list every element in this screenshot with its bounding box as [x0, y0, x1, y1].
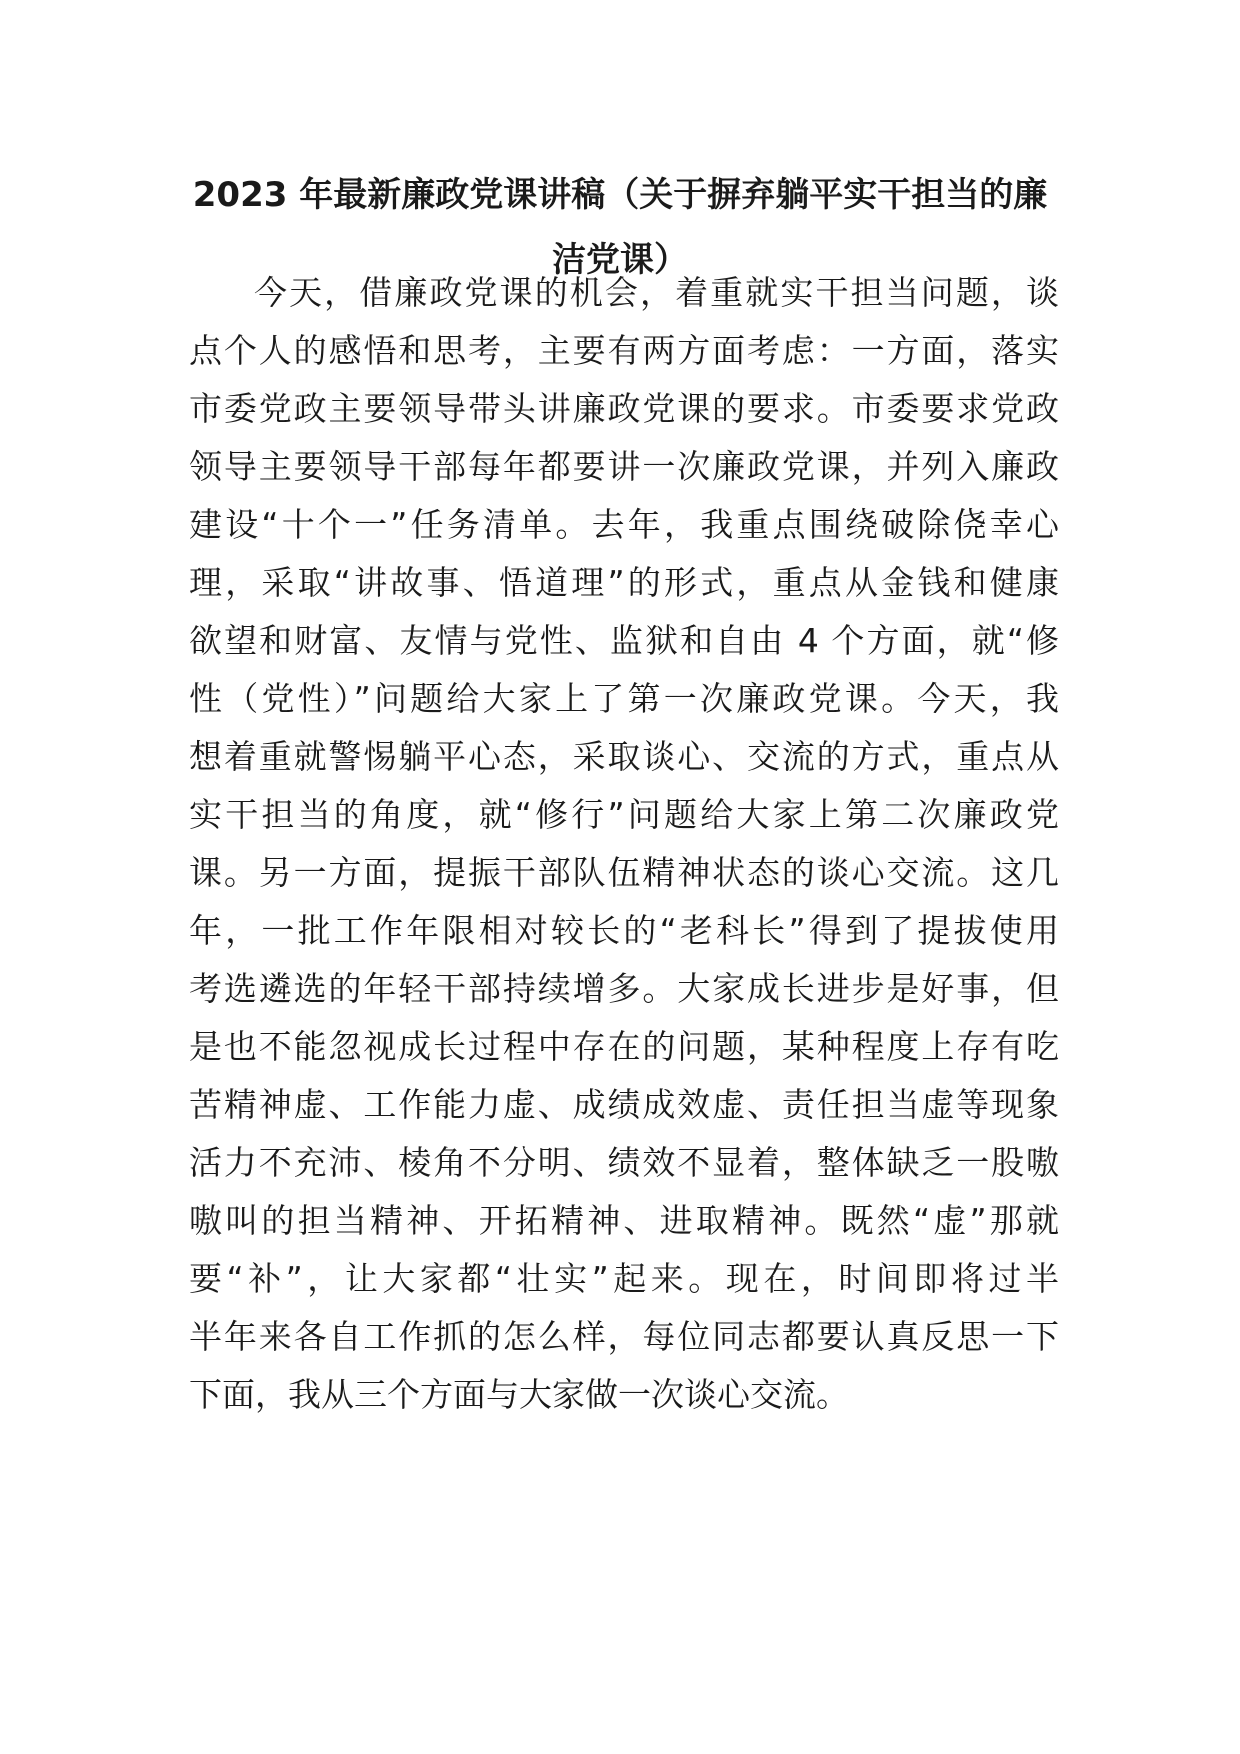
document-title-line-1: 2023 年最新廉政党课讲稿（关于摒弃躺平实干担当的廉 — [192, 175, 1048, 215]
body-line: 市委党政主要领导带头讲廉政党课的要求。市委要求党政 — [189, 389, 1059, 428]
document-title-line-2: 洁党课） — [552, 240, 688, 280]
body-line: 活力不充沛、棱角不分明、绩效不显着，整体缺乏一股嗷 — [189, 1143, 1059, 1182]
body-line: 年，一批工作年限相对较长的“老科长”得到了提拔使用 — [189, 911, 1059, 950]
body-line: 点个人的感悟和思考，主要有两方面考虑：一方面，落实 — [189, 331, 1059, 370]
body-line: 嗷叫的担当精神、开拓精神、进取精神。既然“虚”那就 — [189, 1201, 1059, 1240]
body-line: 想着重就警惕躺平心态，采取谈心、交流的方式，重点从 — [189, 737, 1059, 776]
body-line: 理，采取“讲故事、悟道理”的形式，重点从金钱和健康 — [189, 563, 1059, 602]
body-line: 是也不能忽视成长过程中存在的问题，某种程度上存有吃 — [189, 1027, 1059, 1066]
body-line: 欲望和财富、友情与党性、监狱和自由 4 个方面，就“修 — [189, 621, 1059, 660]
body-line: 性（党性）”问题给大家上了第一次廉政党课。今天，我 — [189, 679, 1059, 718]
body-line: 建设“十个一”任务清单。去年，我重点围绕破除侥幸心 — [189, 505, 1059, 544]
body-line: 课。另一方面，提振干部队伍精神状态的谈心交流。这几 — [189, 853, 1059, 892]
body-line: 领导主要领导干部每年都要讲一次廉政党课，并列入廉政 — [189, 447, 1059, 486]
body-line: 今天，借廉政党课的机会，着重就实干担当问题，谈 — [254, 273, 1059, 312]
body-line: 实干担当的角度，就“修行”问题给大家上第二次廉政党 — [189, 795, 1059, 834]
body-line: 要“补”，让大家都“壮实”起来。现在，时间即将过半 — [189, 1259, 1059, 1298]
body-line: 半年来各自工作抓的怎么样，每位同志都要认真反思一下 — [189, 1317, 1059, 1356]
body-line: 考选遴选的年轻干部持续增多。大家成长进步是好事，但 — [189, 969, 1059, 1008]
body-line: 下面，我从三个方面与大家做一次谈心交流。 — [189, 1375, 849, 1414]
body-line: 苦精神虚、工作能力虚、成绩成效虚、责任担当虚等现象 — [189, 1085, 1059, 1124]
